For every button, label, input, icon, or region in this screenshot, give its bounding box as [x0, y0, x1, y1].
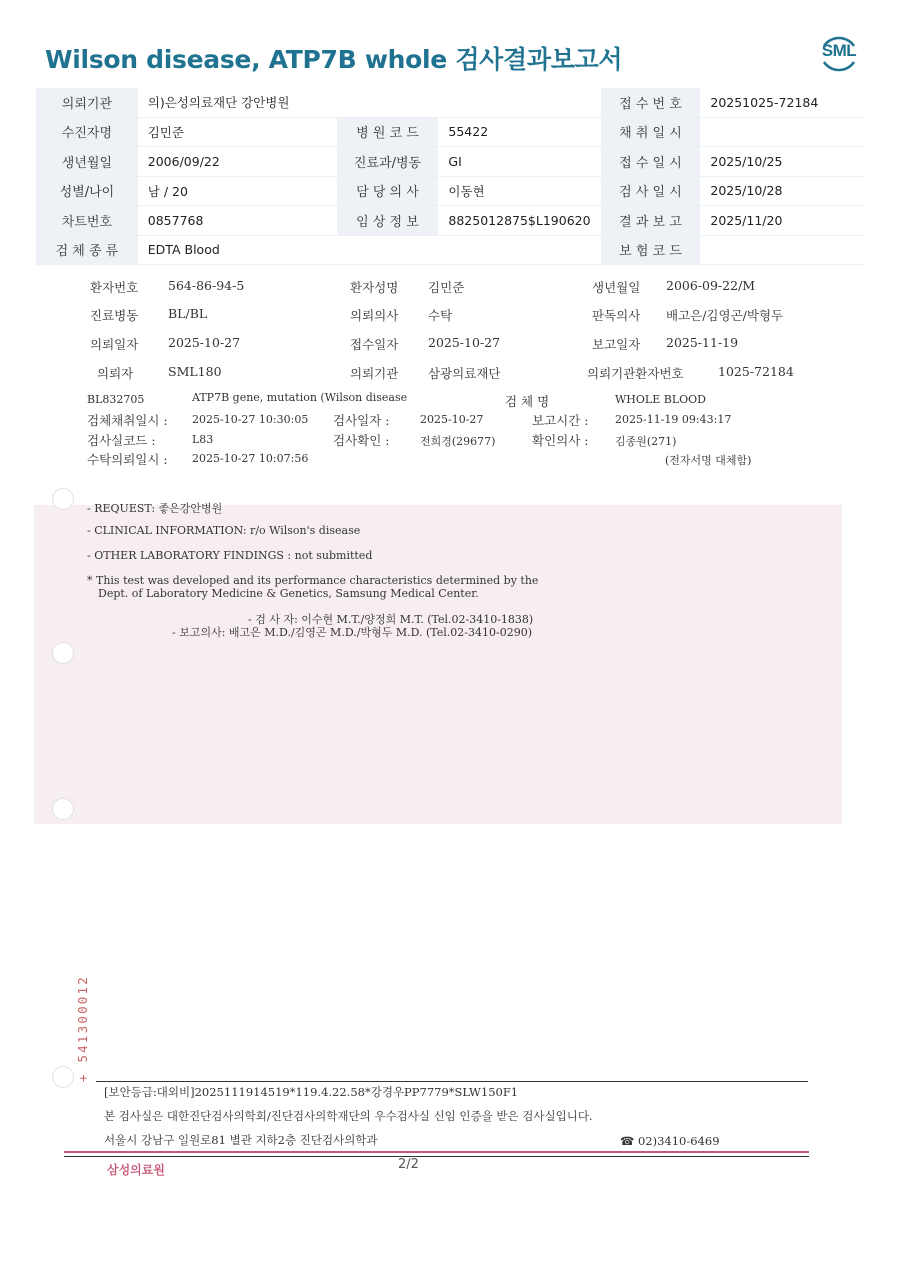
info-value: 8825012875$L190620	[438, 206, 600, 236]
note-disclaimer-1: * This test was developed and its performance characteristics determined by the	[87, 574, 539, 587]
punch-hole	[52, 642, 74, 664]
label-reader: 판독의사	[592, 308, 641, 323]
info-label: 채 취 일 시	[601, 117, 701, 147]
value-ward: BL/BL	[168, 306, 208, 321]
label-consign: 수탁의뢰일시 :	[87, 452, 168, 467]
barcode-text: + 541300012	[75, 975, 90, 1082]
value-reader: 배고은/김영곤/박형두	[666, 308, 784, 323]
esign-note: (전자서명 대체함)	[665, 454, 752, 467]
footer-brand: 삼성의료원	[107, 1163, 165, 1177]
note-other: - OTHER LABORATORY FINDINGS : not submitted	[87, 549, 373, 562]
info-value: 2006/09/22	[138, 147, 337, 177]
info-label: 성별/나이	[36, 176, 138, 206]
info-row	[36, 117, 864, 147]
value-inst: 삼광의료재단	[428, 366, 501, 381]
note-clinical: - CLINICAL INFORMATION: r/o Wilson's disease	[87, 524, 361, 537]
logo-text: SML	[821, 41, 857, 60]
punch-hole	[52, 798, 74, 820]
value-patient-no: 564-86-94-5	[168, 278, 245, 293]
label-inst-patient: 의뢰기관환자번호	[587, 366, 684, 381]
info-label: 보 험 코 드	[601, 235, 701, 265]
header-info-table	[36, 88, 864, 265]
page-number: 2/2	[398, 1157, 419, 1172]
value-req-date: 2025-10-27	[168, 335, 241, 350]
punch-hole	[52, 488, 74, 510]
value-specimen: WHOLE BLOOD	[615, 393, 706, 406]
value-rep-date: 2025-11-19	[666, 335, 739, 350]
value-inst-patient: 1025-72184	[718, 364, 794, 379]
info-label: 병 원 코 드	[337, 117, 439, 147]
info-label: 결 과 보 고	[601, 206, 701, 236]
value-dob: 2006-09-22/M	[666, 278, 756, 293]
value-patient-name: 김민준	[428, 280, 465, 295]
value-collect: 2025-10-27 10:30:05	[192, 413, 309, 426]
info-value: 이동현	[438, 176, 600, 206]
info-value	[700, 235, 864, 265]
info-label: 접 수 일 시	[601, 147, 701, 177]
value-doctor: 수탁	[428, 308, 453, 323]
info-value: 2025/11/20	[700, 206, 864, 236]
value-test-date: 2025-10-27	[420, 413, 484, 426]
footer-address: 서울시 강남구 일원로81 별관 지하2층 진단검사의학과	[104, 1133, 378, 1147]
test-code: BL832705	[87, 393, 145, 406]
value-rep-time: 2025-11-19 09:43:17	[615, 413, 732, 426]
info-label: 차트번호	[36, 206, 138, 236]
footer-cert: 본 검사실은 대한진단검사의학회/진단검사의학재단의 우수검사실 신임 인증을 받은 검사실입니다.	[104, 1109, 593, 1123]
info-value: 김민준	[138, 117, 337, 147]
vertical-barcode-number	[73, 964, 93, 1084]
note-request: - REQUEST: 좋은강안병원	[87, 502, 223, 515]
value-confirm: 전희경(29677)	[420, 435, 496, 448]
label-ward: 진료병동	[90, 308, 139, 323]
footer-accent-rule	[64, 1151, 809, 1153]
note-reporter: - 보고의사: 배고은 M.D./김영곤 M.D./박형두 M.D. (Tel.02-3410-0290)	[172, 626, 533, 639]
info-label: 담 당 의 사	[337, 176, 439, 206]
value-confirm-dr: 김종원(271)	[615, 435, 677, 448]
info-value: 20251025-72184	[700, 88, 864, 117]
value-requester: SML180	[168, 364, 222, 379]
info-value: 남 / 20	[138, 176, 337, 206]
value-consign: 2025-10-27 10:07:56	[192, 452, 309, 465]
info-value: 2025/10/28	[700, 176, 864, 206]
test-name: ATP7B gene, mutation (Wilson disease	[192, 391, 408, 404]
value-lab-code: L83	[192, 433, 214, 446]
label-lab-code: 검사실코드 :	[87, 433, 156, 448]
note-tester: - 검 사 자: 이수현 M.T./양정희 M.T. (Tel.02-3410-1838)	[248, 613, 534, 626]
footer-security: [보안등급:대외비]2025111914519*119.4.22.58*강경우PP7779*SLW150F1	[104, 1085, 519, 1099]
label-specimen: 검 체 명	[505, 394, 550, 409]
info-value: 2025/10/25	[700, 147, 864, 177]
info-label: 수진자명	[36, 117, 138, 147]
info-row	[36, 88, 864, 117]
note-disclaimer-2: Dept. of Laboratory Medicine & Genetics, Samsung Medical Center.	[98, 587, 479, 600]
label-patient-name: 환자성명	[350, 280, 399, 295]
info-value	[700, 117, 864, 147]
footer-rule	[96, 1081, 808, 1082]
info-value: EDTA Blood	[138, 235, 601, 265]
punch-hole	[52, 1066, 74, 1088]
label-requester: 의뢰자	[97, 366, 134, 381]
info-label: 생년월일	[36, 147, 138, 177]
page-title: Wilson disease, ATP7B whole 검사결과보고서	[45, 45, 623, 74]
info-value: GI	[438, 147, 600, 177]
info-label: 임 상 정 보	[337, 206, 439, 236]
label-confirm-dr: 확인의사 :	[532, 433, 589, 448]
info-value: 의)은성의료재단 강안병원	[138, 88, 601, 117]
label-collect: 검체채취일시 :	[87, 413, 168, 428]
info-row	[36, 147, 864, 177]
info-label: 의뢰기관	[36, 88, 138, 117]
info-label: 접 수 번 호	[601, 88, 701, 117]
info-row	[36, 206, 864, 236]
sml-logo	[816, 30, 862, 76]
label-dob: 생년월일	[592, 280, 641, 295]
label-doctor: 의뢰의사	[350, 308, 399, 323]
value-recv-date: 2025-10-27	[428, 335, 501, 350]
label-inst: 의뢰기관	[350, 366, 399, 381]
info-label: 검 사 일 시	[601, 176, 701, 206]
info-label: 진료과/병동	[337, 147, 439, 177]
info-label: 검 체 종 류	[36, 235, 138, 265]
label-req-date: 의뢰일자	[90, 337, 139, 352]
info-row	[36, 176, 864, 206]
info-value: 0857768	[138, 206, 337, 236]
label-confirm: 검사확인 :	[333, 433, 390, 448]
footer-rule-2	[64, 1156, 809, 1157]
info-row	[36, 235, 864, 265]
label-recv-date: 접수일자	[350, 337, 399, 352]
label-patient-no: 환자번호	[90, 280, 139, 295]
label-rep-date: 보고일자	[592, 337, 641, 352]
label-rep-time: 보고시간 :	[532, 413, 589, 428]
info-value: 55422	[438, 117, 600, 147]
footer-phone: ☎ 02)3410-6469	[620, 1134, 720, 1148]
label-test-date: 검사일자 :	[333, 413, 390, 428]
